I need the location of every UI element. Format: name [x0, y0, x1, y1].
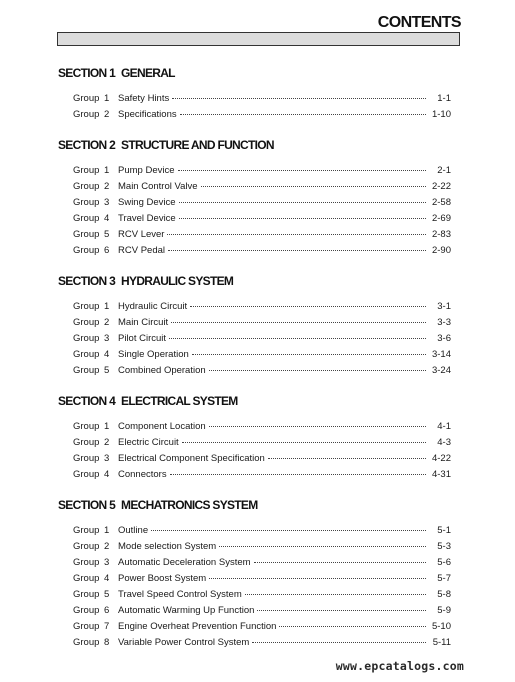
section-number: SECTION 2	[58, 138, 116, 152]
toc-entry[interactable]	[73, 468, 451, 482]
entry-group: Group	[73, 573, 100, 584]
entry-number: 1	[104, 525, 110, 536]
toc-entry[interactable]	[73, 604, 451, 618]
entry-group: Group	[73, 525, 100, 536]
entry-number: 2	[104, 317, 110, 328]
section-name: STRUCTURE AND FUNCTION	[121, 138, 274, 152]
entry-number: 1	[104, 301, 110, 312]
entry-group: Group	[73, 197, 100, 208]
entry-title: Swing Device	[118, 197, 176, 208]
entry-group: Group	[73, 245, 100, 256]
entry-page: 3-14	[431, 349, 451, 360]
section-name: GENERAL	[121, 66, 175, 80]
entry-number: 5	[104, 229, 110, 240]
entry-group: Group	[73, 229, 100, 240]
entry-page: 3-24	[431, 365, 451, 376]
entry-group: Group	[73, 469, 100, 480]
toc-entry[interactable]	[73, 164, 451, 178]
entry-title: Variable Power Control System	[118, 637, 250, 648]
entry-group: Group	[73, 589, 100, 600]
entry-number: 3	[104, 453, 110, 464]
entry-page: 4-3	[437, 437, 451, 448]
entry-title: Mode selection System	[118, 541, 217, 552]
toc-entry[interactable]	[73, 108, 451, 122]
section-heading	[58, 394, 238, 408]
entry-number: 1	[104, 93, 110, 104]
entry-page: 4-1	[437, 421, 451, 432]
entry-number: 3	[104, 197, 110, 208]
entry-group: Group	[73, 621, 100, 632]
entry-number: 7	[104, 621, 110, 632]
entry-page: 1-10	[431, 109, 451, 120]
entry-number: 2	[104, 109, 110, 120]
entry-title: Automatic Warming Up Function	[118, 605, 255, 616]
leader-dots	[179, 218, 426, 219]
entry-title: Component Location	[118, 421, 206, 432]
toc-entry[interactable]	[73, 364, 451, 378]
watermark-link: www.epcatalogs.com	[335, 659, 464, 673]
toc-entry[interactable]	[73, 556, 451, 570]
entry-number: 4	[104, 573, 110, 584]
toc-entry[interactable]	[73, 180, 451, 194]
entry-page: 5-11	[432, 637, 451, 648]
leader-dots	[168, 250, 426, 251]
entry-title: Travel Device	[118, 213, 176, 224]
entry-number: 5	[104, 589, 110, 600]
entry-title: Single Operation	[118, 349, 189, 360]
section-number: SECTION 4	[58, 394, 116, 408]
leader-dots	[209, 370, 426, 371]
entry-title: Hydraulic Circuit	[118, 301, 188, 312]
leader-dots	[167, 234, 426, 235]
toc-entry[interactable]	[73, 196, 451, 210]
entry-title: Main Circuit	[118, 317, 169, 328]
toc-entry[interactable]	[73, 228, 451, 242]
section-number: SECTION 5	[58, 498, 116, 512]
entry-number: 3	[104, 333, 110, 344]
entry-page: 4-22	[431, 453, 451, 464]
toc-entry[interactable]	[73, 620, 451, 634]
leader-dots	[209, 426, 426, 427]
entry-title: RCV Lever	[118, 229, 165, 240]
entry-group: Group	[73, 637, 100, 648]
entry-page: 5-1	[437, 525, 451, 536]
entry-page: 5-6	[437, 557, 451, 568]
toc-entry[interactable]	[73, 420, 451, 434]
toc-entry[interactable]	[73, 316, 451, 330]
entry-number: 4	[104, 213, 110, 224]
section-name: HYDRAULIC SYSTEM	[121, 274, 234, 288]
entry-number: 4	[104, 469, 110, 480]
page-title: CONTENTS	[377, 14, 461, 31]
toc-entry[interactable]	[73, 636, 451, 650]
entry-group: Group	[73, 437, 100, 448]
entry-group: Group	[73, 165, 100, 176]
entry-page: 2-69	[431, 213, 451, 224]
entry-number: 6	[104, 245, 110, 256]
entry-number: 6	[104, 605, 110, 616]
entry-page: 2-58	[431, 197, 451, 208]
section-name: ELECTRICAL SYSTEM	[121, 394, 238, 408]
entry-page: 5-3	[437, 541, 451, 552]
entry-group: Group	[73, 541, 100, 552]
entry-page: 5-10	[431, 621, 451, 632]
entry-title: Main Control Valve	[118, 181, 198, 192]
leader-dots	[190, 306, 426, 307]
entry-page: 2-1	[437, 165, 451, 176]
entry-number: 1	[104, 421, 110, 432]
entry-group: Group	[73, 181, 100, 192]
leader-dots	[171, 322, 426, 323]
leader-dots	[179, 202, 426, 203]
entry-number: 4	[104, 349, 110, 360]
leader-dots	[151, 530, 426, 531]
leader-dots	[254, 562, 426, 563]
entry-title: Electric Circuit	[118, 437, 179, 448]
entry-page: 1-1	[437, 93, 451, 104]
leader-dots	[172, 98, 426, 99]
leader-dots	[178, 170, 427, 171]
entry-title: Combined Operation	[118, 365, 206, 376]
entry-number: 8	[104, 637, 110, 648]
section-heading	[58, 138, 274, 152]
entry-group: Group	[73, 453, 100, 464]
entry-title: Pilot Circuit	[118, 333, 167, 344]
entry-page: 2-22	[431, 181, 451, 192]
section-number: SECTION 3	[58, 274, 116, 288]
section-heading	[58, 66, 175, 80]
leader-dots	[180, 114, 426, 115]
entry-number: 3	[104, 557, 110, 568]
entry-group: Group	[73, 605, 100, 616]
section-name: MECHATRONICS SYSTEM	[121, 498, 258, 512]
entry-page: 3-6	[437, 333, 451, 344]
entry-number: 2	[104, 437, 110, 448]
entry-group: Group	[73, 421, 100, 432]
entry-title: Safety Hints	[118, 93, 170, 104]
entry-title: Electrical Component Specification	[118, 453, 265, 464]
entry-page: 2-90	[431, 245, 451, 256]
entry-group: Group	[73, 557, 100, 568]
toc-entry[interactable]	[73, 540, 451, 554]
toc-entry[interactable]	[73, 524, 451, 538]
title-bar	[57, 32, 460, 46]
toc-entry[interactable]	[73, 92, 451, 106]
entry-page: 2-83	[431, 229, 451, 240]
toc-entry[interactable]	[73, 452, 451, 466]
toc-entry[interactable]	[73, 572, 451, 586]
leader-dots	[192, 354, 426, 355]
leader-dots	[201, 186, 426, 187]
entry-group: Group	[73, 301, 100, 312]
entry-group: Group	[73, 93, 100, 104]
leader-dots	[252, 642, 426, 643]
entry-group: Group	[73, 333, 100, 344]
entry-page: 3-1	[437, 301, 451, 312]
toc-entry[interactable]	[73, 212, 451, 226]
entry-title: Outline	[118, 525, 149, 536]
entry-title: Automatic Deceleration System	[118, 557, 251, 568]
entry-number: 1	[104, 165, 110, 176]
leader-dots	[279, 626, 426, 627]
entry-page: 5-7	[437, 573, 451, 584]
leader-dots	[169, 338, 426, 339]
entry-page: 5-9	[437, 605, 451, 616]
toc-entry[interactable]	[73, 300, 451, 314]
toc-entry[interactable]	[73, 436, 451, 450]
section-number: SECTION 1	[58, 66, 116, 80]
leader-dots	[245, 594, 426, 595]
entry-page: 4-31	[431, 469, 451, 480]
toc-entry[interactable]	[73, 332, 451, 346]
entry-group: Group	[73, 109, 100, 120]
section-heading	[58, 274, 233, 288]
entry-title: Power Boost System	[118, 573, 207, 584]
leader-dots	[182, 442, 426, 443]
entry-group: Group	[73, 213, 100, 224]
entry-group: Group	[73, 349, 100, 360]
entry-title: Travel Speed Control System	[118, 589, 242, 600]
entry-page: 3-3	[437, 317, 451, 328]
entry-title: Connectors	[118, 469, 167, 480]
entry-group: Group	[73, 317, 100, 328]
entry-title: Engine Overheat Prevention Function	[118, 621, 277, 632]
entry-number: 2	[104, 541, 110, 552]
toc-entry[interactable]	[73, 588, 451, 602]
entry-title: RCV Pedal	[118, 245, 165, 256]
toc-entry[interactable]	[73, 348, 451, 362]
leader-dots	[219, 546, 426, 547]
entry-number: 2	[104, 181, 110, 192]
leader-dots	[209, 578, 426, 579]
entry-page: 5-8	[437, 589, 451, 600]
entry-title: Specifications	[118, 109, 177, 120]
entry-group: Group	[73, 365, 100, 376]
leader-dots	[170, 474, 426, 475]
section-heading	[58, 498, 258, 512]
entry-number: 5	[104, 365, 110, 376]
leader-dots	[257, 610, 426, 611]
entry-title: Pump Device	[118, 165, 175, 176]
toc-entry[interactable]	[73, 244, 451, 258]
leader-dots	[268, 458, 426, 459]
